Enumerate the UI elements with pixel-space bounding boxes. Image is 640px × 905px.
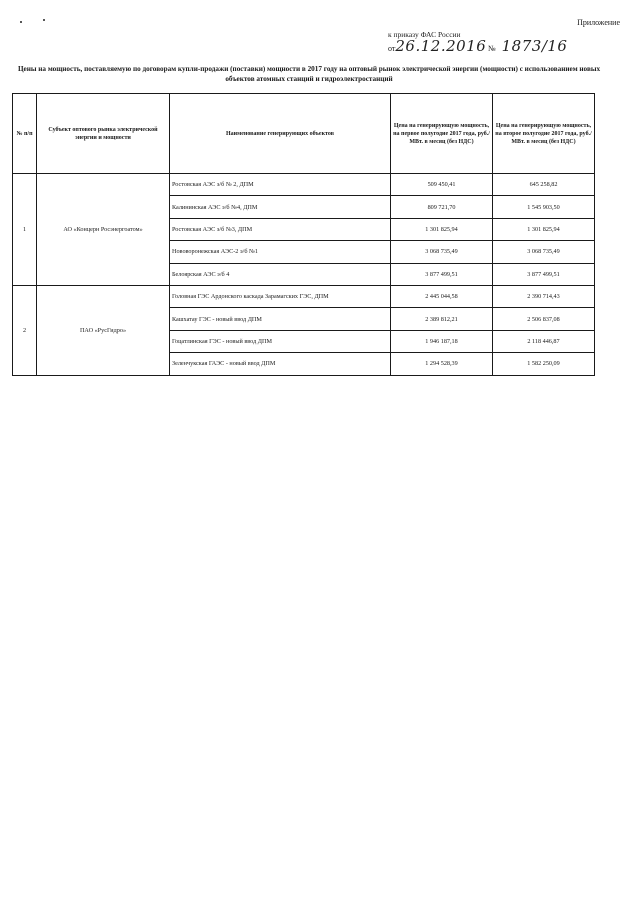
order-number — [488, 37, 567, 55]
price-h1: 1 946 187,18 — [391, 330, 493, 352]
scan-speck — [20, 21, 22, 23]
price-h1: 2 445 044,58 — [391, 285, 493, 307]
header-price-h1: Цена на генерирующую мощность, на первое полугодие 2017 года, руб./МВт. в месяц (без НДС) — [391, 94, 493, 174]
object-name: Ростовская АЭС э/б №3, ДПМ — [170, 218, 391, 240]
object-name: Головная ГЭС Ардонского каскада Зарамагских ГЭС, ДПМ — [170, 285, 391, 307]
header-price-h2: Цена на генерирующую мощность, на второе полугодие 2017 года, руб./МВт. в месяц (без НДС) — [493, 94, 595, 174]
table-row — [13, 285, 595, 307]
price-h1: 3 877 499,51 — [391, 263, 493, 285]
header-num: № п/п — [13, 94, 37, 174]
price-h1: 1 301 825,94 — [391, 218, 493, 240]
price-h2: 1 545 903,50 — [493, 196, 595, 218]
subject-name: АО «Концерн Росэнергоатом» — [37, 174, 170, 286]
object-name: Гоцатлинская ГЭС - новый ввод ДПМ — [170, 330, 391, 352]
table-body — [13, 174, 595, 376]
table-header-row — [13, 94, 595, 174]
number-prefix: № — [488, 44, 496, 53]
handwritten-number: 1873/16 — [501, 37, 568, 55]
price-h2: 1 301 825,94 — [493, 218, 595, 240]
price-h2: 2 390 714,43 — [493, 285, 595, 307]
price-h2: 645 258,82 — [493, 174, 595, 196]
order-date — [388, 37, 486, 55]
price-h1: 1 294 528,39 — [391, 353, 493, 375]
subject-name: ПАО «РусГидро» — [37, 285, 170, 375]
table-row — [13, 174, 595, 196]
object-name: Белоярская АЭС э/б 4 — [170, 263, 391, 285]
scan-speck — [43, 19, 45, 21]
price-h1: 2 389 812,21 — [391, 308, 493, 330]
header-subject: Субъект оптового рынка электрической энергии и мощности — [37, 94, 170, 174]
price-h1: 3 068 735,49 — [391, 241, 493, 263]
object-name: Зеленчукская ГАЭС - новый ввод ДПМ — [170, 353, 391, 375]
price-h2: 1 582 250,09 — [493, 353, 595, 375]
header-object: Наименование генерирующих объектов — [170, 94, 391, 174]
price-h1: 509 450,41 — [391, 174, 493, 196]
order-reference: к приказу ФАС России — [388, 30, 461, 39]
price-h1: 809 721,70 — [391, 196, 493, 218]
price-h2: 3 068 735,49 — [493, 241, 595, 263]
price-h2: 2 118 446,87 — [493, 330, 595, 352]
row-number: 2 — [13, 285, 37, 375]
date-prefix: от — [388, 44, 396, 53]
price-h2: 2 506 837,08 — [493, 308, 595, 330]
row-number: 1 — [13, 174, 37, 286]
object-name: Нововоронежская АЭС-2 э/б №1 — [170, 241, 391, 263]
document-title: Цены на мощность, поставляемую по договорам купли-продажи (поставки) мощности в 2017 году на оптовый рынок электрической энергии (мощности) с использованием новых объектов атомных станций и гидроэлектростанций — [17, 65, 601, 83]
price-h2: 3 877 499,51 — [493, 263, 595, 285]
prices-table — [12, 93, 595, 376]
object-name: Калининская АЭС э/б №4, ДПМ — [170, 196, 391, 218]
object-name: Ростовская АЭС э/б № 2, ДПМ — [170, 174, 391, 196]
handwritten-date: 26.12.2016 — [395, 37, 487, 55]
object-name: Кашхатау ГЭС - новый ввод ДПМ — [170, 308, 391, 330]
appendix-label: Приложение — [577, 18, 620, 27]
